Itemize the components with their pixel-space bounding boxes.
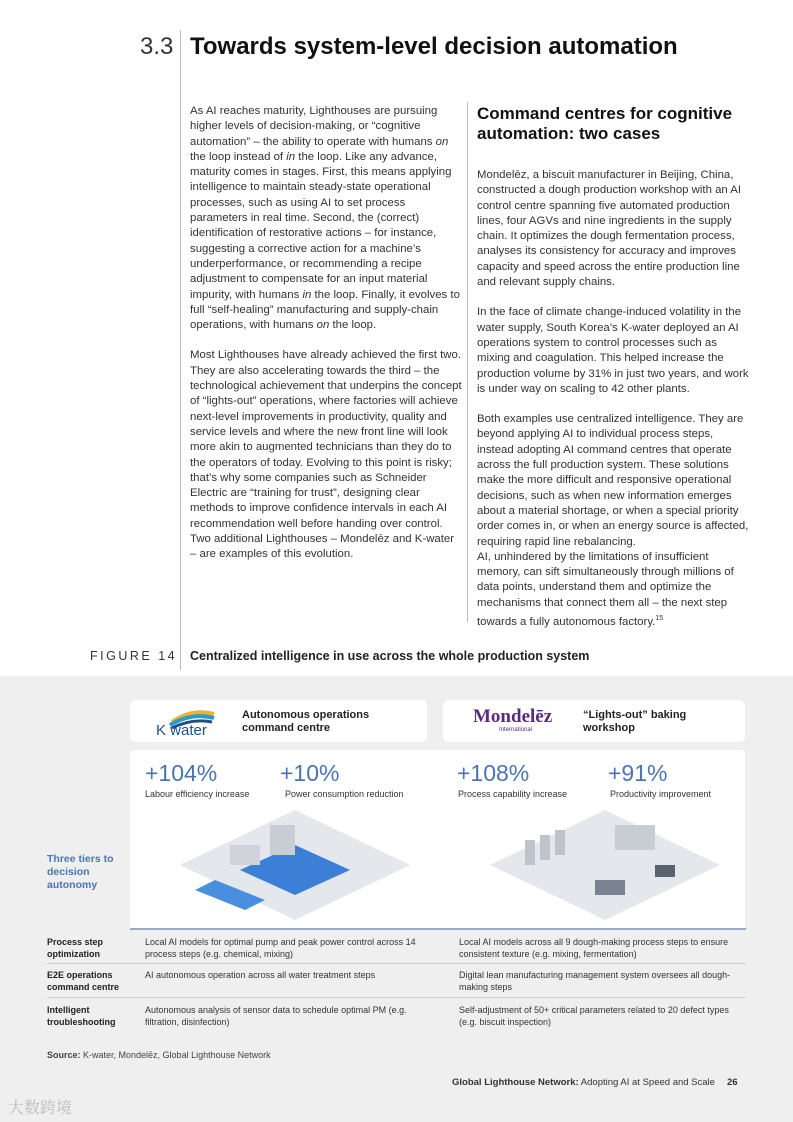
- divider: [467, 102, 468, 622]
- divider: [47, 963, 746, 964]
- kwater-cell: AI autonomous operation across all water treatment steps: [145, 970, 376, 980]
- divider: [180, 30, 181, 670]
- paragraph: As AI reaches maturity, Lighthouses are pursuing higher levels of decision-making, or “cognitive automation” – the ability to operate with humans on the loop instead of in the loop. Like any advance, maturity comes in stages. First, this means applying intelligence to maintain steady-state operational processes, such as using AI to set process parameters in real time. Second, the (correct) identification of restorative actions – for instance, suggesting a corrective action for a machine’s underperformance, or recommending a recipe adjustment to compensate for an input material impurity, with humans in the loop. Finally, it evolves to full “self-healing” manufacturing and supply-chain operations, with humans on the loop.: [190, 105, 460, 332]
- mondelez-logo-sub: International: [499, 727, 533, 733]
- stat-value: +108%: [457, 760, 530, 786]
- paragraph: Mondelēz, a biscuit manufacturer in Beijing, China, constructed a dough production workshop with an AI control centre spanning five automated production lines, four AGVs and nine ingredients in the supply chain. It optimizes the dough fermentation process, analyses its consistency for accuracy and improves capacity and speed across the entire production line and relevant supply chains.: [477, 169, 742, 289]
- mondelez-cell: Digital lean manufacturing management system oversees all dough-making steps: [459, 970, 731, 992]
- row-header: Process step optimization: [47, 937, 104, 959]
- figure-title: Centralized intelligence in use across the whole production system: [190, 649, 590, 663]
- left-column: [190, 104, 462, 578]
- source-note: Source: K-water, Mondelēz, Global Lighthouse Network: [47, 1050, 271, 1060]
- footnote-ref[interactable]: 15: [655, 615, 664, 623]
- mondelez-logo: Mondelēz: [473, 706, 553, 727]
- stat-value: +91%: [608, 760, 668, 786]
- stat-label: Labour efficiency increase: [145, 789, 250, 799]
- tiers-label: Three tiers to decision autonomy: [47, 853, 114, 891]
- stat-value: +10%: [280, 760, 340, 786]
- stat-label: Power consumption reduction: [285, 789, 404, 799]
- row-header: E2E operations command centre: [47, 970, 120, 992]
- row-header: Intelligent troubleshooting: [47, 1005, 116, 1027]
- water-plant-illustration: [175, 805, 415, 925]
- kwater-cell: Autonomous analysis of sensor data to schedule optimal PM (e.g. filtration, disinfection): [145, 1005, 407, 1027]
- mondelez-description: “Lights-out” baking workshop: [583, 709, 687, 734]
- page-number: 26: [726, 1077, 738, 1088]
- mondelez-cell: Self-adjustment of 50+ critical parameters related to 20 defect types (e.g. biscuit inspection): [459, 1005, 729, 1027]
- paragraph: Most Lighthouses have already achieved the first two. They are also accelerating towards the third – the technological achievement that underpins the concept of “lights-out” operations, where factories will achieve next-level improvements in productivity, quality and service levels and where the new front line will look more akin to augmented technicians than they do to the operators of today. Evolving to this point is risky; that’s why some companies such as Schneider Electric are “training for trust”, designing clear methods to improve confidence intervals in each AI recommendation well before handing over control. Two additional Lighthouses – Mondelēz and K-water – are examples of this evolution.: [190, 349, 462, 561]
- mondelez-card: [443, 700, 745, 742]
- stats-panel: [130, 750, 745, 928]
- stat-label: Productivity improvement: [610, 789, 712, 799]
- divider: [130, 928, 746, 930]
- section-number: 3.3: [140, 33, 174, 60]
- figure-label: FIGURE 14: [90, 649, 178, 663]
- stat-label: Process capability increase: [458, 789, 568, 799]
- right-column: [477, 104, 749, 645]
- page-footer: Global Lighthouse Network: Adopting AI at Speed and Scale 26: [452, 1077, 738, 1088]
- kwater-card: [130, 700, 427, 742]
- divider: [47, 997, 746, 998]
- paragraph: Both examples use centralized intelligence. They are beyond applying AI to individual process steps, instead adopting AI command centres that operate across the full production system. These solutions make the more difficult and responsive operational decisions, such as when new information emerges about a material shortage, or when a special priority order comes in, or when an energy source is affected, requiring rapid line rebalancing.: [477, 413, 749, 548]
- kwater-description: Autonomous operations command centre: [242, 709, 370, 734]
- subheading: Command centres for cognitive automation: two cases: [477, 104, 733, 143]
- paragraph: AI, unhindered by the limitations of insufficient memory, can sift simultaneously through millions of data points, understand them and optimize the mechanisms that connect them all – the next step towards a fully autonomous factory.$^{15}$: [477, 550, 734, 628]
- kwater-cell: Local AI models for optimal pump and peak power control across 14 process steps (e.g. chemical, mixing): [145, 937, 416, 959]
- bakery-illustration: [485, 805, 725, 925]
- watermark: 大数跨境: [8, 1100, 73, 1117]
- paragraph: In the face of climate change-induced volatility in the water supply, South Korea’s K-water deployed an AI operations system to control processes such as mixing and coagulation. This helped increase the production volume by 31% in just two years, and work is under way on scaling to 42 other plants.: [477, 306, 749, 395]
- svg-text:K water: K water: [156, 722, 207, 736]
- stat-value: +104%: [145, 760, 218, 786]
- mondelez-cell: Local AI models across all 9 dough-making process steps to ensure consistent texture (e.g. mixing, fermentation): [459, 937, 729, 959]
- section-title: Towards system-level decision automation: [190, 33, 678, 60]
- kwater-logo: [152, 706, 222, 736]
